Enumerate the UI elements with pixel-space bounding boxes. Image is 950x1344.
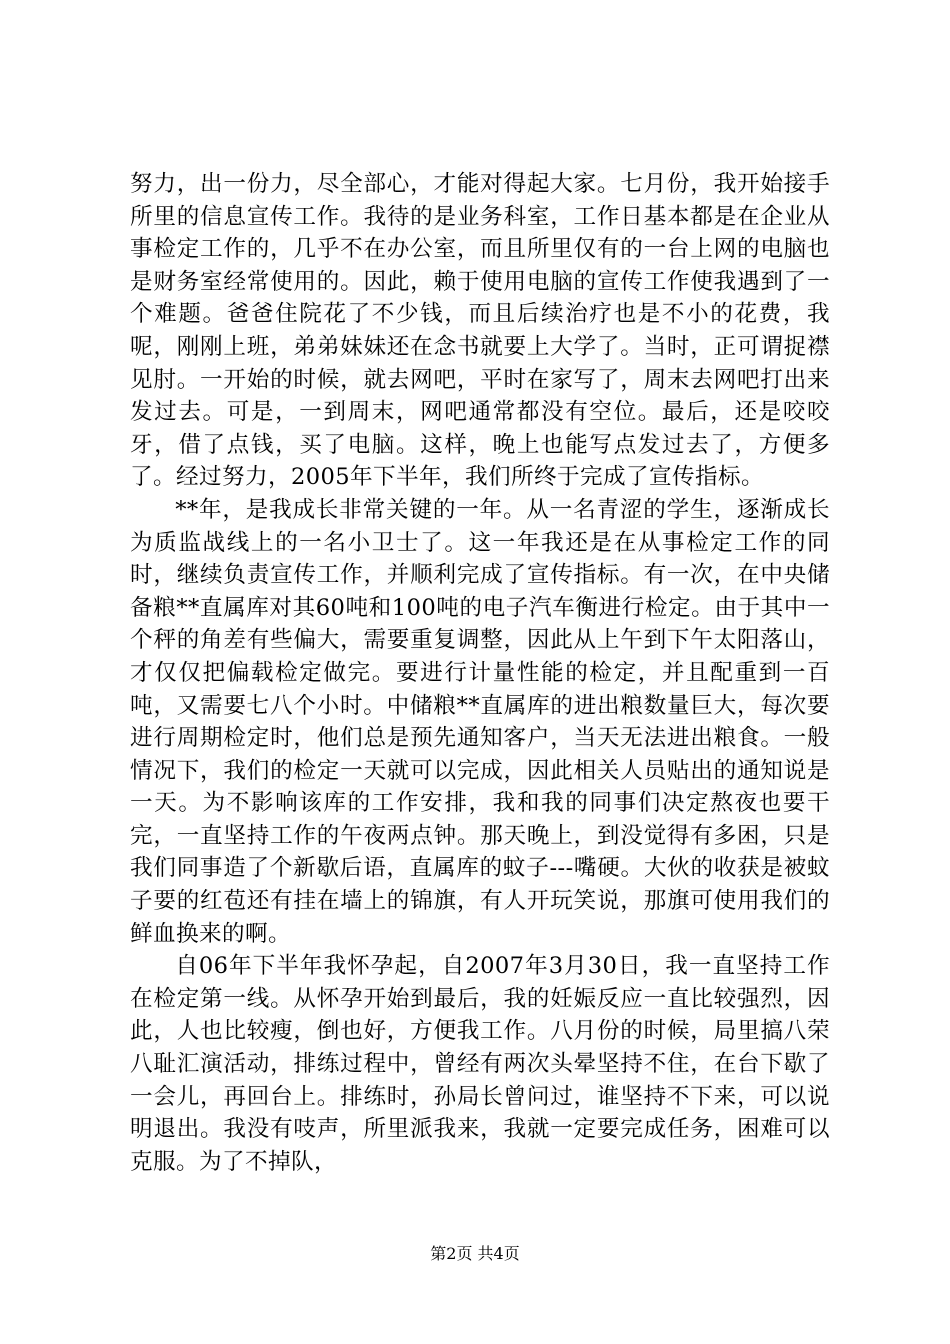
page-number-label: 第2页 共4页 — [430, 1244, 520, 1263]
paragraph-1: 努力，出一份力，尽全部心，才能对得起大家。七月份，我开始接手所里的信息宣传工作。我待的是业务科室，工作日基本都是在企业从事检定工作的，几乎不在办公室，而且所里仅有的一台上网的电脑也是财务室经常使用的。因此，赖于使用电脑的宣传工作使我遇到了一个难题。爸爸住院花了不少钱，而且后续治疗也是不小的花费，我呢，刚刚上班，弟弟妹妹还在念书就要上大学了。当时，正可谓捉襟见肘。一开始的时候，就去网吧，平时在家写了，周末去网吧打出来发过去。可是，一到周末，网吧通常都没有空位。最后，还是咬咬牙，借了点钱，买了电脑。这样，晚上也能写点发过去了，方便多了。经过努力，2005年下半年，我们所终于完成了宣传指标。 — [130, 171, 830, 491]
page-footer — [0, 1244, 950, 1264]
paragraph-3: 自06年下半年我怀孕起，自2007年3月30日，我一直坚持工作在检定第一线。从怀孕开始到最后，我的妊娠反应一直比较强烈，因此，人也比较瘦，倒也好，方便我工作。八月份的时候，局里搞八荣八耻汇演活动，排练过程中，曾经有两次头晕坚持不住，在台下歇了一会儿，再回台上。排练时，孙局长曾问过，谁坚持不下来，可以说明退出。我没有吱声，所里派我来，我就一定要完成任务，困难可以克服。为了不掉队， — [130, 953, 830, 1175]
paragraph-2: **年，是我成长非常关键的一年。从一名青涩的学生，逐渐成长为质监战线上的一名小卫士了。这一年我还是在从事检定工作的同时，继续负责宣传工作，并顺利完成了宣传指标。有一次，在中央储备粮**直属库对其60吨和100吨的电子汽车衡进行检定。由于其中一个秤的角差有些偏大，需要重复调整，因此从上午到下午太阳落山，才仅仅把偏载检定做完。要进行计量性能的检定，并且配重到一百吨，又需要七八个小时。中储粮**直属库的进出粮数量巨大，每次要进行周期检定时，他们总是预先通知客户，当天无法进出粮食。一般情况下，我们的检定一天就可以完成，因此相关人员贴出的通知说是一天。为不影响该库的工作安排，我和我的同事们决定熬夜也要干完，一直坚持工作的午夜两点钟。那天晚上，到没觉得有多困，只是我们同事造了个新歇后语，直属库的蚊子---嘴硬。大伙的收获是被蚊子要的红苞还有挂在墙上的锦旗，有人开玩笑说，那旗可使用我们的鲜血换来的啊。 — [130, 496, 830, 947]
body-text — [130, 168, 830, 1178]
